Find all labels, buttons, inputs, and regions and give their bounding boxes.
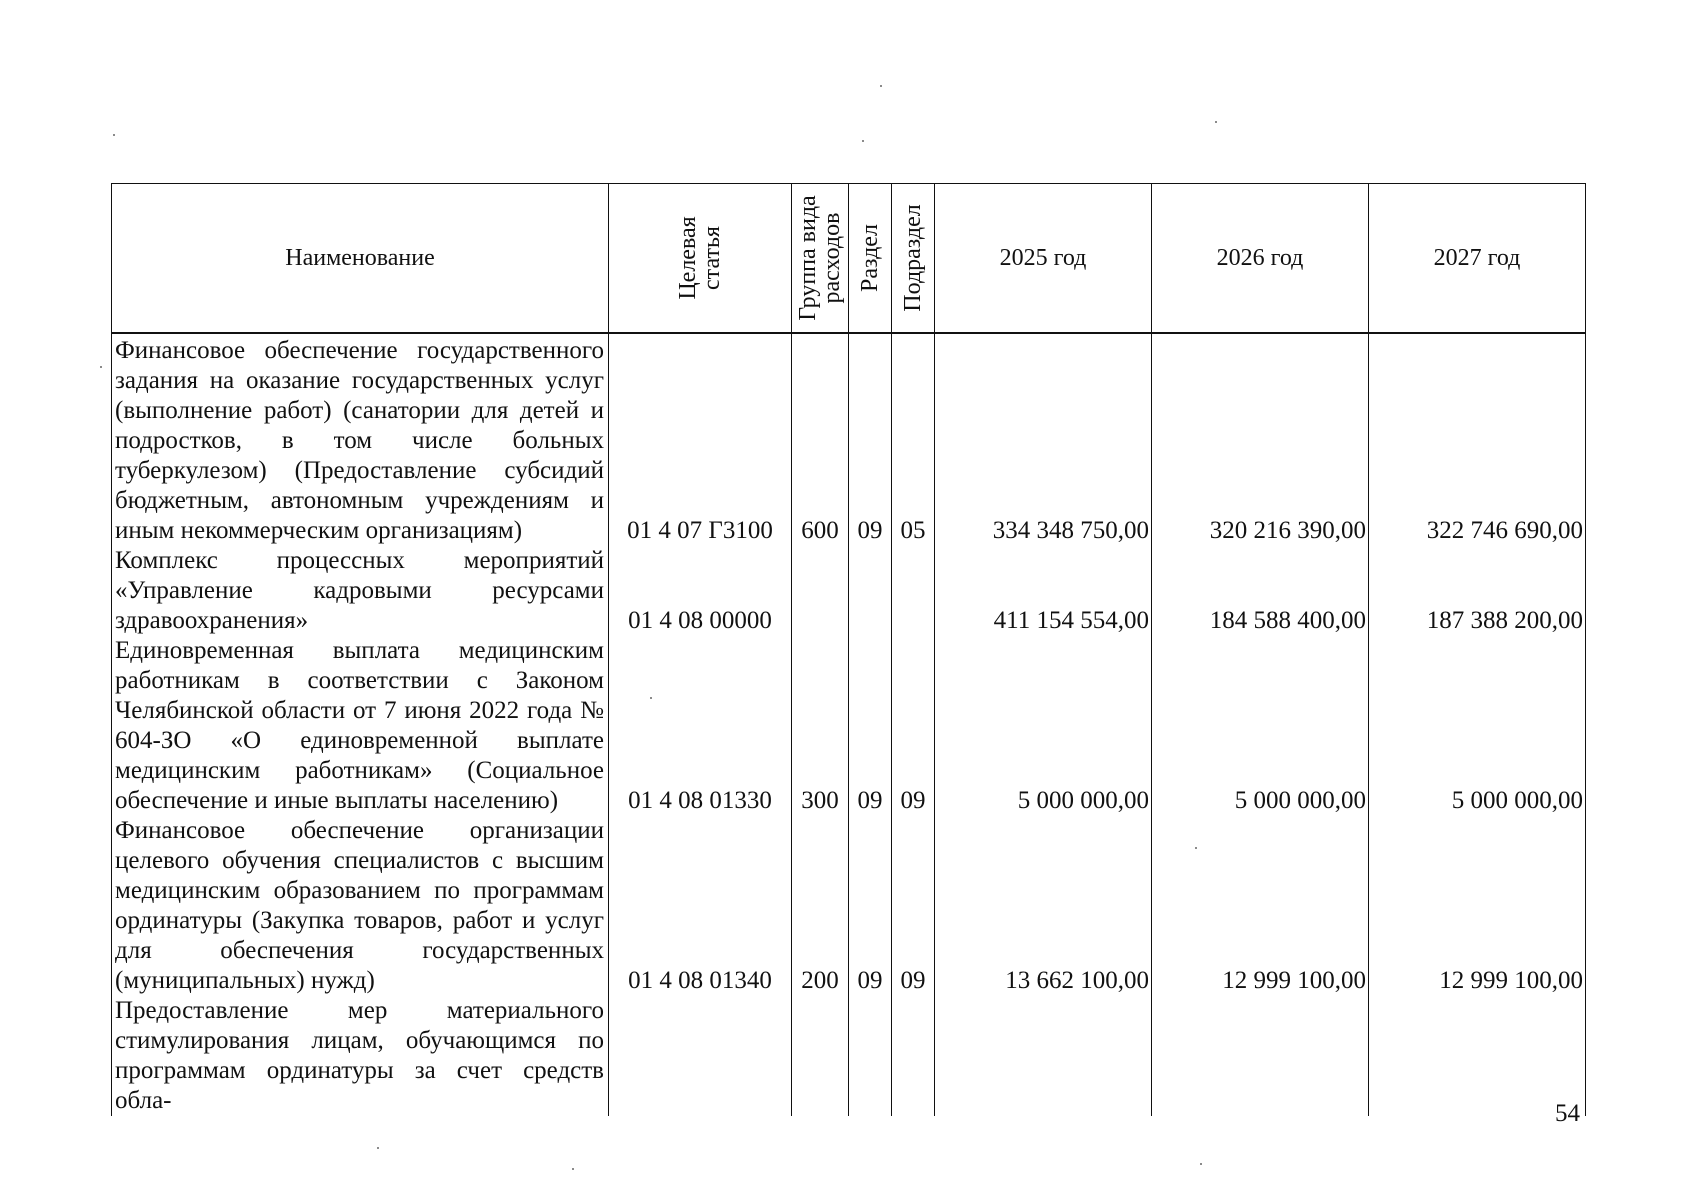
row-amount-2027: 12 999 100,00 [1369,816,1586,996]
row-target-article: 01 4 08 01340 [609,816,792,996]
row-amount-2026 [1152,996,1369,1116]
row-name: Комплекс процессных мероприятий «Управление кадровыми ресурсами здравоохранения» [112,546,609,636]
row-amount-2027 [1369,996,1586,1116]
row-name: Финансовое обеспечение государственного задания на оказание государственных услуг (выполнение работ) (санатории для детей и подростков, в том числе больных туберкулезом) (Предоставление субсидий бюджетным, автономным учреждениям и иным некоммерческим организациям) [112,333,609,546]
header-year-2027: 2027 год [1369,184,1586,334]
row-section [849,996,892,1116]
row-section: 09 [849,636,892,816]
header-target-article: Целевая статья [609,184,792,334]
row-expense-group: 200 [792,816,849,996]
row-amount-2025: 334 348 750,00 [935,333,1152,546]
table-row [112,546,1586,636]
table-row [112,996,1586,1116]
row-amount-2025: 13 662 100,00 [935,816,1152,996]
table-row [112,636,1586,816]
row-amount-2027: 322 746 690,00 [1369,333,1586,546]
header-row [112,184,1586,334]
row-amount-2025 [935,996,1152,1116]
row-expense-group: 600 [792,333,849,546]
scan-speck [862,140,864,142]
table-row [112,816,1586,996]
header-subsection: Подраздел [892,184,935,334]
row-target-article: 01 4 08 01330 [609,636,792,816]
header-year-2026: 2026 год [1152,184,1369,334]
row-subsection: 09 [892,636,935,816]
row-amount-2027: 187 388 200,00 [1369,546,1586,636]
row-subsection: 05 [892,333,935,546]
scan-speck [650,697,652,699]
row-name: Единовременная выплата медицинским работникам в соответствии с Законом Челябинской области от 7 июня 2022 года № 604-ЗО «О единовременной выплате медицинским работникам» (Социальное обеспечение и иные выплаты населению) [112,636,609,816]
row-amount-2027: 5 000 000,00 [1369,636,1586,816]
row-amount-2026: 184 588 400,00 [1152,546,1369,636]
scan-speck [1200,1163,1202,1165]
row-expense-group [792,546,849,636]
row-section: 09 [849,333,892,546]
header-name: Наименование [112,184,609,334]
header-expense-group: Группа вида расходов [792,184,849,334]
page-number: 54 [1555,1100,1580,1127]
scan-speck [100,366,102,368]
row-expense-group [792,996,849,1116]
scan-speck [113,134,115,136]
row-amount-2025: 5 000 000,00 [935,636,1152,816]
row-section [849,546,892,636]
row-target-article [609,996,792,1116]
header-year-2025: 2025 год [935,184,1152,334]
row-subsection [892,546,935,636]
row-amount-2026: 5 000 000,00 [1152,636,1369,816]
header-section: Раздел [849,184,892,334]
budget-table [111,183,1586,1116]
scan-speck [377,1147,379,1149]
scan-speck [1215,121,1217,123]
scan-speck [1195,847,1197,849]
row-subsection [892,996,935,1116]
row-target-article: 01 4 08 00000 [609,546,792,636]
row-name: Финансовое обеспечение организации целевого обучения специалистов с высшим медицинским образованием по программам ординатуры (Закупка товаров, работ и услуг для обеспечения государственных (муниципальных) нужд) [112,816,609,996]
row-amount-2026: 320 216 390,00 [1152,333,1369,546]
row-section: 09 [849,816,892,996]
row-target-article: 01 4 07 Г3100 [609,333,792,546]
scan-speck [880,85,882,87]
row-name: Предоставление мер материального стимулирования лицам, обучающимся по программам ординатуры за счет средств обла- [112,996,609,1116]
scan-speck [572,1168,574,1170]
row-amount-2025: 411 154 554,00 [935,546,1152,636]
row-amount-2026: 12 999 100,00 [1152,816,1369,996]
row-subsection: 09 [892,816,935,996]
row-expense-group: 300 [792,636,849,816]
table-row [112,333,1586,546]
